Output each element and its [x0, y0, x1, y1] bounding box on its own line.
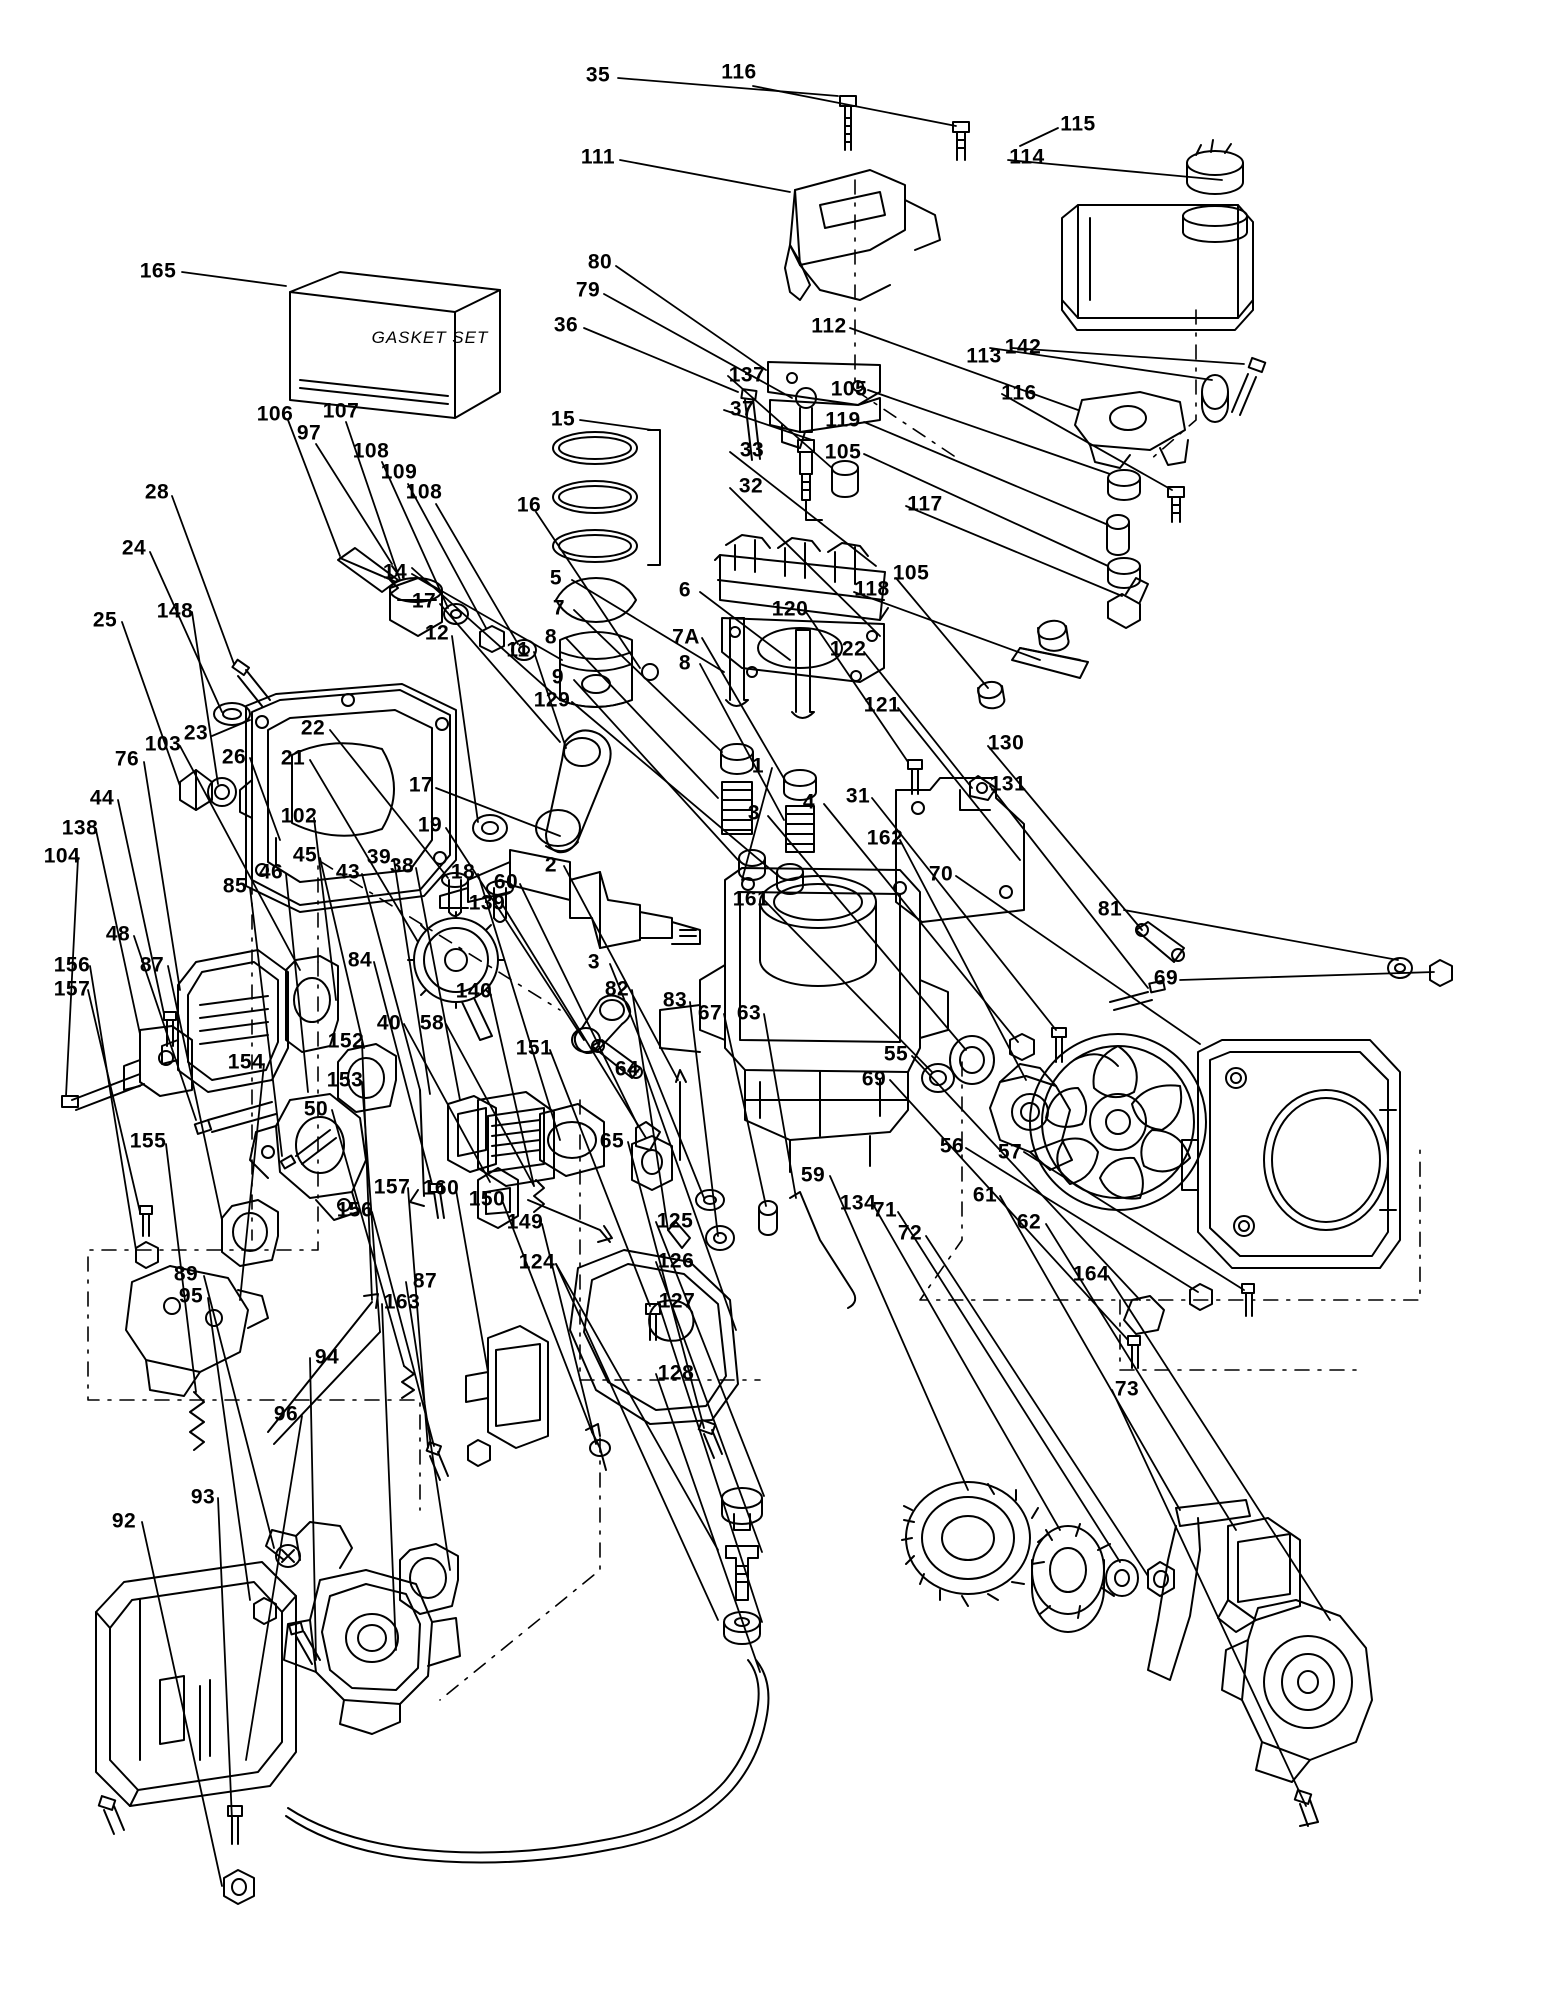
- callout-156: 156: [336, 1198, 374, 1222]
- part-71-washer: [1106, 1560, 1138, 1596]
- part-37-spark-plug: [796, 388, 822, 520]
- callout-61: 61: [972, 1183, 998, 1207]
- callout-35: 35: [585, 63, 611, 87]
- callout-31: 31: [845, 784, 871, 808]
- part-125-fuel-filter: [722, 1488, 762, 1530]
- callout-36: 36: [553, 313, 579, 337]
- part-115-fuel-cap: [1187, 140, 1243, 194]
- callout-150: 150: [468, 1187, 506, 1211]
- callout-164: 164: [1072, 1262, 1110, 1286]
- callout-103: 103: [144, 732, 182, 756]
- callout-8: 8: [544, 625, 558, 649]
- callout-87: 87: [412, 1269, 438, 1293]
- part-127-washer: [724, 1612, 760, 1644]
- callout-67: 67: [697, 1001, 723, 1025]
- gasket-set-text: GASKET SET: [371, 328, 489, 347]
- part-7-retainer: [721, 744, 753, 774]
- part-69-nut-a: [1430, 960, 1452, 986]
- callout-115: 115: [1060, 112, 1096, 136]
- callout-124: 124: [518, 1250, 556, 1274]
- callout-94: 94: [314, 1345, 340, 1369]
- callout-121: 121: [863, 693, 901, 717]
- callout-63: 63: [736, 1001, 762, 1025]
- callout-139: 139: [468, 891, 506, 915]
- callout-83: 83: [662, 988, 688, 1012]
- callout-57: 57: [997, 1140, 1023, 1164]
- callout-8: 8: [678, 651, 692, 675]
- callout-112: 112: [811, 314, 847, 338]
- callout-97: 97: [296, 421, 322, 445]
- part-112-bracket: [1075, 392, 1188, 468]
- callout-119: 119: [825, 408, 861, 432]
- callout-81: 81: [1097, 897, 1123, 921]
- callout-19: 19: [417, 813, 443, 837]
- callout-149: 149: [506, 1210, 544, 1234]
- callout-60: 60: [493, 870, 519, 894]
- part-157-nut-b: [468, 1440, 490, 1466]
- callout-40: 40: [376, 1011, 402, 1035]
- part-72-nut: [1148, 1562, 1174, 1596]
- callout-69: 69: [861, 1067, 887, 1091]
- callout-89: 89: [173, 1262, 199, 1286]
- part-50-spring: [402, 1366, 414, 1398]
- callout-116: 116: [721, 60, 757, 84]
- callout-105: 105: [824, 440, 862, 464]
- callout-111: 111: [580, 145, 616, 169]
- part-15-piston-rings: [553, 430, 660, 622]
- part-160-bracket: [466, 1326, 548, 1448]
- callout-114: 114: [1009, 145, 1045, 169]
- callout-108: 108: [405, 480, 443, 504]
- part-105-spacer-b: [1108, 558, 1140, 588]
- callout-24: 24: [121, 536, 147, 560]
- part-5-valve: [726, 618, 748, 706]
- part-119-pin: [1107, 515, 1129, 555]
- part-69-screw-b: [1128, 1336, 1140, 1368]
- part-118-tube: [1012, 648, 1088, 678]
- callout-7: 7: [552, 596, 566, 620]
- part-130-link: [1136, 922, 1184, 962]
- callout-62: 62: [1016, 1210, 1042, 1234]
- callout-154: 154: [227, 1050, 265, 1074]
- callout-7A: 7A: [672, 625, 700, 649]
- callout-151: 151: [515, 1036, 553, 1060]
- part-128-fuel-line: [286, 1660, 768, 1863]
- callout-22: 22: [300, 716, 326, 740]
- part-87-gasket-b: [400, 1544, 458, 1614]
- part-161-seal: [922, 1064, 954, 1092]
- callout-161: 161: [732, 887, 770, 911]
- callout-26: 26: [221, 745, 247, 769]
- callout-48: 48: [105, 922, 131, 946]
- callout-38: 38: [389, 854, 415, 878]
- callout-157: 157: [53, 977, 91, 1001]
- part-58-spring: [534, 1180, 544, 1212]
- part-95-screw-lower: [99, 1796, 124, 1834]
- callout-21: 21: [280, 746, 306, 770]
- part-134-starter-cup: [1032, 1524, 1114, 1632]
- callout-165: 165: [139, 259, 177, 283]
- callout-160: 160: [422, 1176, 460, 1200]
- callout-37: 37: [729, 397, 755, 421]
- part-93-screw: [228, 1806, 242, 1844]
- callout-3: 3: [587, 950, 601, 974]
- part-120-bolt: [908, 760, 922, 794]
- part-59-starter-pulley: [902, 1482, 1048, 1606]
- part-126-fitting: [726, 1546, 758, 1600]
- callout-4: 4: [802, 790, 816, 814]
- callout-155: 155: [129, 1129, 167, 1153]
- part-111-bracket: [785, 170, 940, 300]
- part-62-starter-bracket: [1218, 1518, 1300, 1632]
- part-3-bearing-lower: [696, 1190, 724, 1210]
- callout-17: 17: [408, 773, 434, 797]
- part-56-nut: [1190, 1284, 1212, 1310]
- callout-117: 117: [907, 492, 943, 516]
- callout-14: 14: [382, 560, 408, 584]
- callout-55: 55: [883, 1042, 909, 1066]
- callout-73: 73: [1114, 1377, 1140, 1401]
- callout-85: 85: [222, 874, 248, 898]
- callout-104: 104: [43, 844, 81, 868]
- callout-3: 3: [747, 801, 761, 825]
- part-85-screw: [281, 1130, 336, 1168]
- part-121-heat-shield: [896, 778, 1024, 922]
- callout-5: 5: [549, 566, 563, 590]
- callout-16: 16: [516, 493, 542, 517]
- callout-125: 125: [656, 1209, 694, 1233]
- part-55-clip: [1124, 1296, 1164, 1334]
- callout-84: 84: [347, 948, 373, 972]
- part-67-pin: [759, 1201, 777, 1235]
- callout-64: 64: [614, 1057, 640, 1081]
- callout-131: 131: [989, 772, 1027, 796]
- callout-153: 153: [326, 1068, 364, 1092]
- callout-18: 18: [450, 860, 476, 884]
- callout-116: 116: [1001, 381, 1037, 405]
- part-116-bolt-lower: [1168, 487, 1184, 522]
- callout-79: 79: [575, 278, 601, 302]
- callout-102: 102: [280, 804, 318, 828]
- part-2-rod: [676, 1070, 686, 1160]
- part-81-washer: [1388, 958, 1412, 978]
- part-76-muffler: [162, 950, 288, 1092]
- part-17-connecting-rod: [536, 730, 611, 852]
- part-137-cap: [832, 461, 858, 497]
- callout-28: 28: [144, 480, 170, 504]
- callout-105: 105: [892, 561, 930, 585]
- callout-142: 142: [1004, 335, 1042, 359]
- callout-87: 87: [139, 953, 165, 977]
- part-73-screw: [1295, 1790, 1318, 1826]
- part-150-rod: [586, 1424, 606, 1470]
- callout-70: 70: [928, 862, 954, 886]
- callout-44: 44: [89, 786, 115, 810]
- callout-127: 127: [658, 1289, 696, 1313]
- callout-82: 82: [604, 977, 630, 1001]
- callout-1: 1: [751, 754, 765, 778]
- part-6-valve: [792, 630, 814, 718]
- callout-113: 113: [966, 344, 1002, 368]
- callout-96: 96: [273, 1402, 299, 1426]
- callout-45: 45: [292, 843, 318, 867]
- part-156-screw-b: [427, 1442, 448, 1480]
- callout-9: 9: [551, 665, 565, 689]
- callout-152: 152: [327, 1029, 365, 1053]
- callout-157: 157: [373, 1175, 411, 1199]
- callout-65: 65: [599, 1129, 625, 1153]
- callout-39: 39: [366, 845, 392, 869]
- part-113-spacer: [1202, 375, 1228, 422]
- callout-122: 122: [829, 637, 867, 661]
- part-83-washer: [706, 1226, 734, 1250]
- callout-15: 15: [550, 407, 576, 431]
- part-105-spacer-a: [1108, 470, 1140, 500]
- part-104-bolt: [62, 1074, 144, 1110]
- callout-109: 109: [380, 460, 418, 484]
- callout-107: 107: [322, 399, 360, 423]
- callout-69: 69: [1153, 966, 1179, 990]
- callout-2: 2: [544, 853, 558, 877]
- callout-32: 32: [738, 474, 764, 498]
- part-157-nut-a: [136, 1242, 158, 1268]
- callout-126: 126: [657, 1249, 695, 1273]
- part-138-bracket: [124, 1026, 192, 1096]
- callout-58: 58: [419, 1011, 445, 1035]
- part-114-fuel-tank: [1062, 205, 1253, 330]
- callout-130: 130: [987, 731, 1025, 755]
- part-156-screw-a: [140, 1206, 152, 1236]
- callout-72: 72: [897, 1221, 923, 1245]
- callout-163: 163: [383, 1290, 421, 1314]
- callout-156: 156: [53, 953, 91, 977]
- part-17-rod-lower: [572, 995, 630, 1053]
- callout-129: 129: [533, 688, 571, 712]
- callout-106: 106: [256, 402, 294, 426]
- part-64-baffle: [570, 1250, 738, 1424]
- callout-56: 56: [939, 1134, 965, 1158]
- callout-118: 118: [854, 577, 890, 601]
- callout-33: 33: [739, 438, 765, 462]
- callout-6: 6: [678, 578, 692, 602]
- part-92-nut: [224, 1870, 254, 1904]
- part-70-blower-housing: [1182, 1040, 1400, 1268]
- callout-71: 71: [872, 1198, 898, 1222]
- callout-138: 138: [61, 816, 99, 840]
- callout-46: 46: [258, 860, 284, 884]
- callout-76: 76: [114, 747, 140, 771]
- callout-105: 105: [830, 377, 868, 401]
- callout-95: 95: [178, 1284, 204, 1308]
- callout-23: 23: [183, 721, 209, 745]
- callout-50: 50: [303, 1097, 329, 1121]
- part-142-bolt: [1232, 358, 1265, 415]
- part-105-spacer-c: [1037, 619, 1069, 651]
- part-3-bearing-top: [950, 1036, 994, 1084]
- callout-162: 162: [866, 826, 904, 850]
- callout-43: 43: [335, 860, 361, 884]
- part-flywheel: [1030, 1034, 1206, 1210]
- callout-137: 137: [728, 363, 766, 387]
- callout-25: 25: [92, 608, 118, 632]
- callout-108: 108: [352, 439, 390, 463]
- callout-80: 80: [587, 250, 613, 274]
- callout-140: 140: [455, 979, 493, 1003]
- callout-128: 128: [657, 1361, 695, 1385]
- callout-120: 120: [771, 597, 809, 621]
- part-116-bolt-top: [953, 122, 969, 160]
- callout-11: 11: [506, 638, 530, 662]
- callout-12: 12: [424, 621, 450, 645]
- part-105-spacer-d: [977, 680, 1005, 708]
- callout-59: 59: [800, 1163, 826, 1187]
- callout-134: 134: [839, 1191, 877, 1215]
- callout-92: 92: [111, 1509, 137, 1533]
- callout-93: 93: [190, 1485, 216, 1509]
- callout-17: 17: [411, 589, 437, 613]
- callout-148: 148: [156, 599, 194, 623]
